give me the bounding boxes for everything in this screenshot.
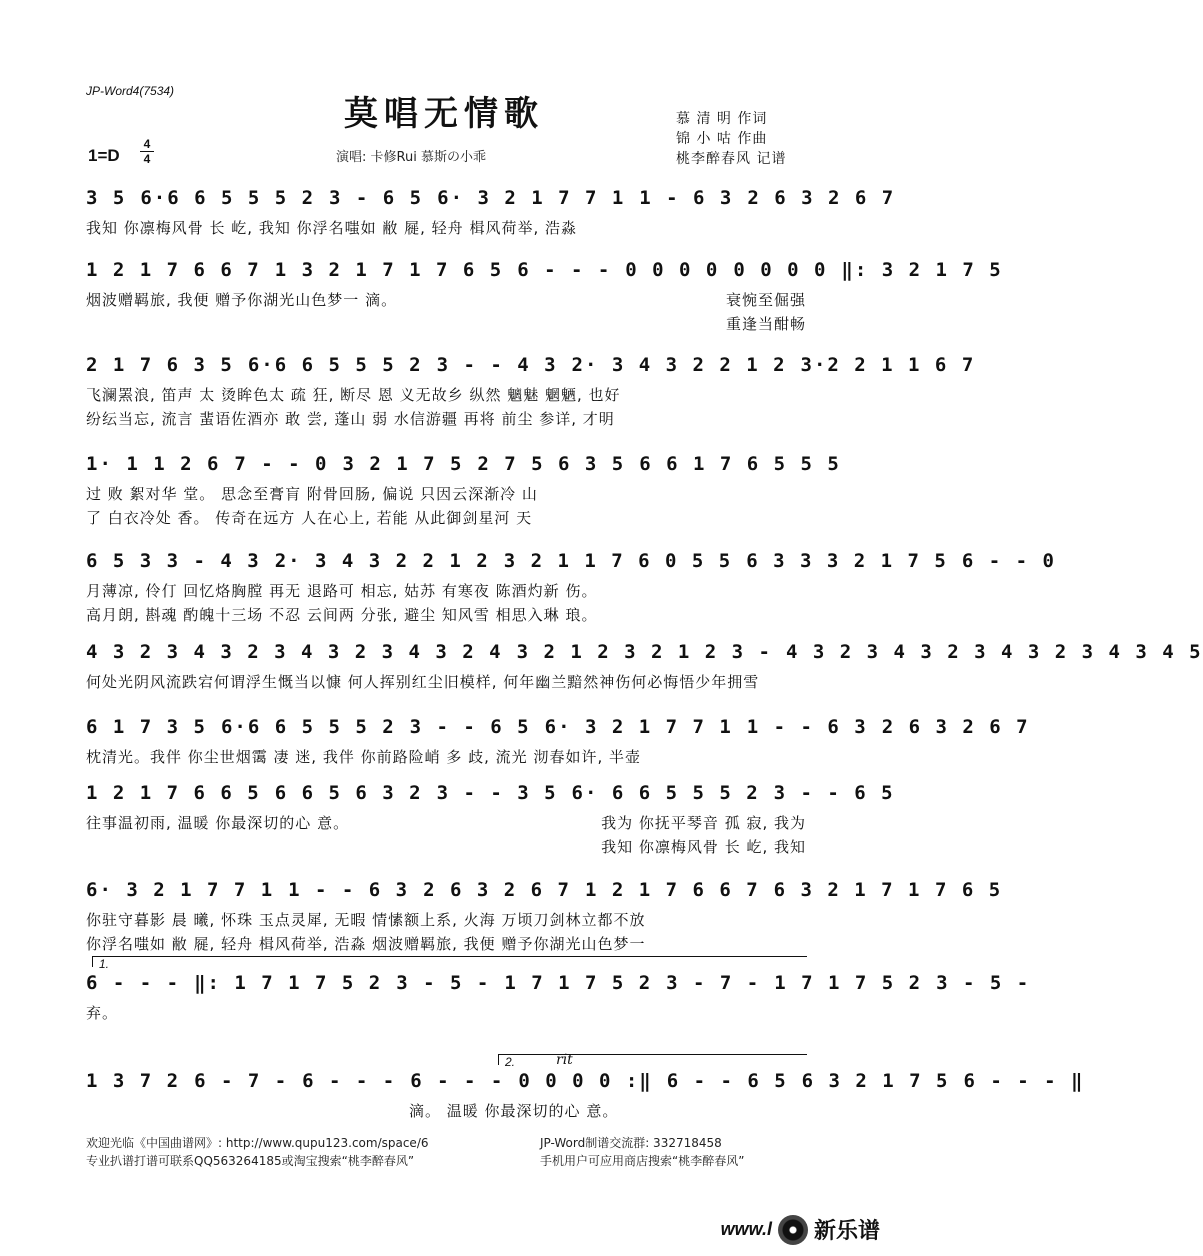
measure: 3 2 1 2 3 2 1 2 3 - — [516, 641, 772, 663]
measure: 1 2 1 7 6 6 7 — [584, 879, 760, 901]
measure: 1 7 1 7 5 2 — [774, 972, 923, 994]
measure: 1· 1 1 2 6 — [86, 453, 221, 475]
measure: 3 5 — [86, 187, 127, 209]
lyricist-credit: 慕 清 明 作词 — [676, 111, 768, 127]
watermark-name: 新乐谱 — [813, 1219, 880, 1244]
measure: 6 1 7 3 5 — [86, 716, 207, 738]
measure: 3 - - 3 5 — [436, 782, 558, 804]
measure: 2 6 3 2 6 7 — [423, 879, 571, 901]
record-disc-icon — [778, 1215, 808, 1245]
measure: ‖: 3 2 1 7 5 — [841, 259, 1003, 281]
measure: 3 - - 4 3 — [436, 354, 558, 376]
lyric-line: 高月朗, 斟魂 酌魄十三场 不忍 云间两 分张, 避尘 知风雪 相思入琳 琅。 — [86, 606, 598, 624]
measure: 6 - - - — [517, 259, 612, 281]
lyric-line: 枕清光。我伴 你尘世烟霭 凄 迷, 我伴 你前路险峭 多 歧, 流光 沏春如许, 半壶 — [86, 748, 641, 766]
measure: 6· 3 2 1 7 7 1 — [86, 879, 275, 901]
measure: 6 - - 0 — [961, 550, 1056, 572]
notation-line — [86, 637, 1203, 667]
notation-line — [86, 546, 1056, 576]
measure: 3 - 5 - — [936, 972, 1031, 994]
lyric-line: 往事温初雨, 温暖 你最深切的心 意。 — [86, 814, 350, 832]
notation-line — [86, 449, 841, 479]
measure: 3·2 2 1 1 6 7 — [800, 354, 976, 376]
measure: 3 - 6 5 — [329, 187, 424, 209]
volta-number: 2. — [505, 1055, 516, 1069]
song-title: 莫唱无情歌 — [344, 94, 544, 134]
lyric-line: 弃。 — [86, 1004, 119, 1022]
measure: 6·6 6 5 5 5 2 — [247, 354, 423, 376]
footer-website: 欢迎光临《中国曲谱网》: http://www.qupu123.com/space/6 — [86, 1136, 429, 1150]
footer-mobile: 手机用户可应用商店搜索“桃李醉春风” — [540, 1154, 745, 1168]
measure: 2· 3 4 3 2 2 1 2 — [274, 550, 490, 572]
measure: 6 - - - — [86, 972, 181, 994]
measure: 6 6 5 6 3 2 — [274, 782, 423, 804]
measure: 6 3 3 3 2 1 7 5 — [746, 550, 948, 572]
measure: 3 - - 6 5 — [773, 782, 895, 804]
notation-line — [86, 875, 1003, 905]
singer-credit: 演唱: 卡修Rui 慕斯の小乖 — [336, 150, 486, 165]
measure: 3 - 5 - — [396, 972, 491, 994]
lyric-line: 滴。 温暖 你最深切的心 意。 — [86, 1102, 619, 1120]
measure: 6·6 6 5 5 5 2 — [140, 187, 316, 209]
measure: 2 6 3 2 6 7 — [881, 716, 1030, 738]
measure: 6 - 7 - — [194, 1070, 289, 1092]
volta-bracket — [92, 956, 807, 971]
measure: 4 3 2 3 4 3 2 3 4 3 2 3 4 3 4 5 — [785, 641, 1203, 663]
lyric-line: 了 白衣冷处 香。 传奇在远方 人在心上, 若能 从此御剑星河 天 — [86, 509, 533, 527]
lyric-line: 何处光阴风流跌宕何谓浮生慨当以慷 何人挥别红尘旧模样, 何年幽兰黯然神伤何必悔悟少年拥雪 — [86, 673, 760, 691]
lyric-line: 你驻守暮影 晨 曦, 怀珠 玉点灵犀, 无暇 情愫额上系, 火海 万顷刀剑林立都不放 — [86, 911, 646, 929]
footer-group: JP-Word制谱交流群: 332718458 — [540, 1136, 722, 1150]
measure: 1 - - 6 3 — [746, 716, 868, 738]
measure: 6 3 2 1 7 5 — [801, 1070, 950, 1092]
lyric-line: 月薄凉, 伶仃 回忆烙胸膛 再无 退路可 相忘, 姑苏 有寒夜 陈酒灼新 伤。 — [86, 582, 598, 600]
measure: 6 - - - ‖ — [963, 1070, 1085, 1092]
measure: 6 3 2 1 7 1 7 6 5 — [773, 879, 1003, 901]
measure: 3 - 7 - — [666, 972, 761, 994]
lyric-line-side: 重逢当酣畅 — [725, 315, 806, 333]
notation-line — [86, 183, 896, 213]
lyric-line: 我知 你凛梅风骨 长 屹, 我知 你浮名嗤如 敝 屣, 轻舟 楫风荷举, 浩淼 — [86, 219, 577, 237]
measure: 6·6 6 5 5 5 2 — [220, 716, 396, 738]
notation-line — [86, 968, 1031, 998]
lyric-line: 过 败 絮对华 堂。 思念至膏肓 附骨回肠, 偏说 只因云深渐冷 山 — [86, 485, 538, 503]
measure: 6 - - - — [410, 1070, 505, 1092]
software-version: JP-Word4(7534) — [86, 84, 175, 98]
measure: 1 - - 6 3 — [288, 879, 410, 901]
footer-contact: 专业扒谱打谱可联系QQ563264185或淘宝搜索“桃李醉春风” — [86, 1154, 415, 1168]
measure: 4 3 2 3 4 3 2 3 4 3 2 3 4 3 2 4 — [86, 641, 503, 663]
measure: 3 - - 6 5 — [409, 716, 531, 738]
measure: 6· 3 2 1 7 7 1 — [544, 716, 733, 738]
lyric-line-side: 衰惋至倔强 — [725, 291, 806, 309]
measure: 1 3 7 2 — [86, 1070, 181, 1092]
volta-number: 1. — [99, 957, 110, 971]
notation-line — [86, 1066, 1085, 1096]
measure: 0 0 0 0 — [625, 259, 720, 281]
measure: 0 0 0 0 :‖ — [518, 1070, 653, 1092]
watermark-url: www.l — [720, 1219, 772, 1239]
lyric-line-side: 我知 你凛梅风骨 长 屹, 我知 — [601, 838, 806, 856]
measure: 3 2 1 7 5 — [342, 453, 464, 475]
measure: 3 2 1 1 7 6 0 5 5 — [503, 550, 733, 572]
transcriber-credit: 桃李醉春风 记谱 — [676, 151, 787, 167]
measure: 2· 3 4 3 2 2 1 2 — [571, 354, 787, 376]
lyric-line: 纷纭当忘, 流言 蜚语佐酒亦 敢 尝, 蓬山 弱 水信游疆 再将 前尘 参详, 才明 — [86, 410, 615, 428]
ritardando-mark: rit — [556, 1052, 573, 1068]
volta-bracket — [498, 1054, 807, 1069]
measure: 2 7 5 6 3 5 — [477, 453, 626, 475]
measure: 6 5 3 3 - 4 3 — [86, 550, 261, 572]
lyric-line-side: 我为 你抚平琴音 孤 寂, 我为 — [601, 814, 806, 832]
notation-line — [86, 712, 1030, 742]
notation-line — [86, 350, 976, 380]
watermark-logo — [721, 1214, 880, 1245]
key-signature: 1=D — [88, 146, 120, 165]
measure: 6 - - 6 5 — [666, 1070, 788, 1092]
measure: 1 7 1 7 5 2 — [504, 972, 653, 994]
measure: 6· 3 2 1 7 7 1 — [437, 187, 626, 209]
composer-credit: 锦 小 咕 作曲 — [676, 131, 768, 147]
time-signature-top: 4 — [143, 137, 151, 151]
measure: 1 3 2 1 7 1 7 6 5 — [274, 259, 504, 281]
time-signature-bottom: 4 — [143, 152, 151, 166]
measure: 7 - - 0 — [234, 453, 329, 475]
measure: 1 2 1 7 6 6 7 — [86, 259, 261, 281]
time-signature — [140, 138, 154, 165]
measure: 1 - 6 3 — [639, 187, 734, 209]
notation-line — [86, 255, 1003, 285]
measure: 2 1 7 6 3 5 — [86, 354, 234, 376]
notation-line — [86, 778, 895, 808]
lyric-line: 你浮名嗤如 敝 屣, 轻舟 楫风荷举, 浩淼 烟波赠羁旅, 我便 赠予你湖光山色梦一 — [86, 935, 646, 953]
measure: 6· 6 6 5 5 5 2 — [571, 782, 760, 804]
lyric-line: 飞澜罴浪, 笛声 太 烫眸色太 疏 狂, 断尽 恩 义无故乡 纵然 魑魅 魍魉, 也好 — [86, 386, 621, 404]
lyric-line: 烟波赠羁旅, 我便 赠予你湖光山色梦一 滴。 — [86, 291, 398, 309]
measure: 6 - - - — [302, 1070, 397, 1092]
measure: 1 2 1 7 6 6 5 — [86, 782, 261, 804]
measure: 2 6 3 2 6 7 — [747, 187, 896, 209]
measure: ‖: 1 7 1 7 5 2 — [194, 972, 383, 994]
measure: 0 0 0 0 — [733, 259, 828, 281]
measure: 6 6 1 7 6 5 5 5 — [639, 453, 841, 475]
